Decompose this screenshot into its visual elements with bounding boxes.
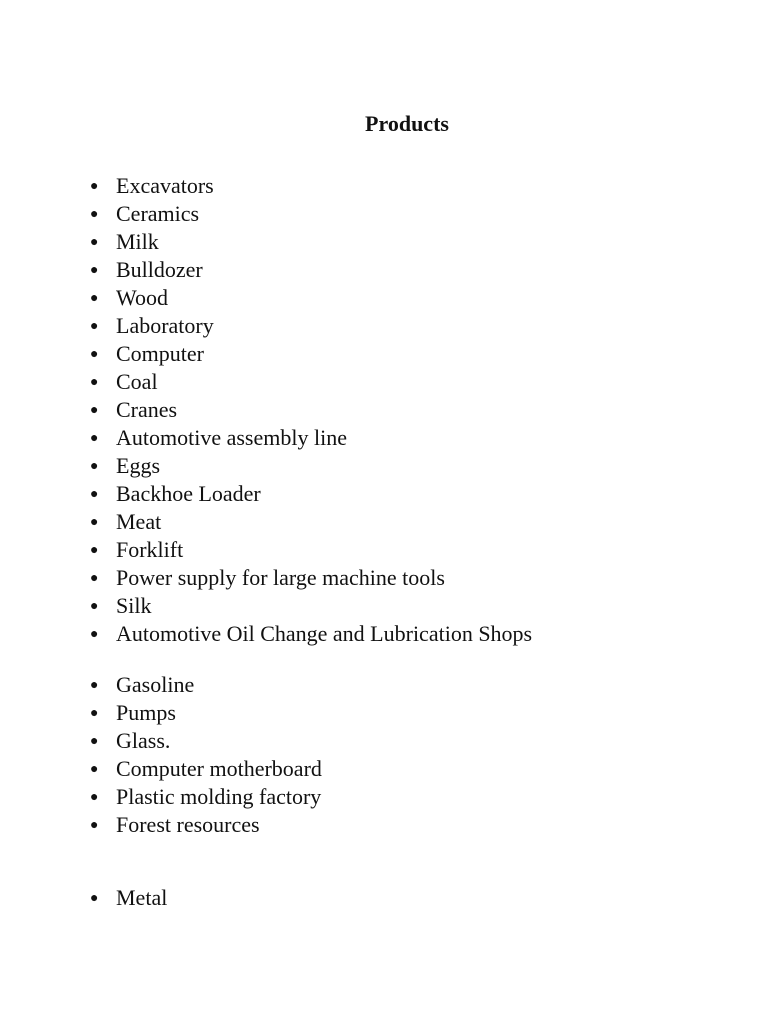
- bullet-icon: ●: [90, 571, 99, 586]
- list-item: [86, 508, 532, 536]
- list-item-text: Forklift: [116, 537, 184, 562]
- bullet-icon: ●: [90, 431, 99, 446]
- list-item-text: Power supply for large machine tools: [116, 565, 445, 590]
- bullet-icon: ●: [90, 790, 99, 805]
- bullet-icon: ●: [90, 487, 99, 502]
- list-item-text: Computer: [116, 341, 204, 366]
- list-item-text: Plastic molding factory: [116, 784, 322, 809]
- list-item: [86, 480, 532, 508]
- bullet-icon: ●: [90, 403, 99, 418]
- list-item-text: Forest resources: [116, 812, 260, 837]
- list-item-text: Silk: [116, 593, 152, 618]
- list-item-text: Backhoe Loader: [116, 481, 261, 506]
- list-item: [86, 284, 532, 312]
- product-list: [86, 884, 167, 912]
- list-item: [86, 884, 167, 912]
- bullet-icon: ●: [90, 207, 99, 222]
- list-item: [86, 727, 322, 755]
- list-item-text: Ceramics: [116, 201, 200, 226]
- list-item: [86, 755, 322, 783]
- bullet-icon: ●: [90, 263, 99, 278]
- list-item-text: Coal: [116, 369, 158, 394]
- product-list: [86, 172, 532, 648]
- bullet-icon: ●: [90, 235, 99, 250]
- bullet-icon: ●: [90, 291, 99, 306]
- list-item: [86, 424, 532, 452]
- list-item-text: Laboratory: [116, 313, 214, 338]
- list-item-text: Wood: [116, 285, 169, 310]
- bullet-icon: ●: [90, 706, 99, 721]
- list-item-text: Gasoline: [116, 672, 195, 697]
- list-item-text: Metal: [116, 885, 168, 910]
- list-item: [86, 564, 532, 592]
- list-item-text: Bulldozer: [116, 257, 203, 282]
- list-item: [86, 340, 532, 368]
- bullet-icon: ●: [90, 375, 99, 390]
- list-item-text: Meat: [116, 509, 162, 534]
- list-item: [86, 172, 532, 200]
- list-item: [86, 699, 322, 727]
- list-item-text: Milk: [116, 229, 159, 254]
- bullet-icon: ●: [90, 179, 99, 194]
- product-list: [86, 671, 322, 839]
- list-item-text: Automotive Oil Change and Lubrication Shops: [116, 621, 533, 646]
- list-item: [86, 200, 532, 228]
- bullet-icon: ●: [90, 678, 99, 693]
- list-item: [86, 620, 532, 648]
- list-item: [86, 312, 532, 340]
- bullet-icon: ●: [90, 515, 99, 530]
- list-item-text: Cranes: [116, 397, 178, 422]
- bullet-icon: ●: [90, 543, 99, 558]
- document-title: Products: [365, 111, 449, 136]
- list-item: [86, 592, 532, 620]
- bullet-icon: ●: [90, 734, 99, 749]
- bullet-icon: ●: [90, 459, 99, 474]
- list-item: [86, 783, 322, 811]
- list-item: [86, 256, 532, 284]
- bullet-icon: ●: [90, 347, 99, 362]
- list-item: [86, 536, 532, 564]
- bullet-icon: ●: [90, 762, 99, 777]
- list-item: [86, 811, 322, 839]
- list-item: [86, 671, 322, 699]
- bullet-icon: ●: [90, 627, 99, 642]
- list-item: [86, 368, 532, 396]
- list-item: [86, 396, 532, 424]
- list-item-text: Automotive assembly line: [116, 425, 347, 450]
- bullet-icon: ●: [90, 599, 99, 614]
- bullet-icon: ●: [90, 319, 99, 334]
- bullet-icon: ●: [90, 891, 99, 906]
- list-item-text: Pumps: [116, 700, 176, 725]
- list-item-text: Excavators: [116, 173, 214, 198]
- list-item: [86, 228, 532, 256]
- list-item: [86, 452, 532, 480]
- list-item-text: Computer motherboard: [116, 756, 322, 781]
- list-item-text: Glass.: [116, 728, 171, 753]
- list-item-text: Eggs: [116, 453, 160, 478]
- bullet-icon: ●: [90, 818, 99, 833]
